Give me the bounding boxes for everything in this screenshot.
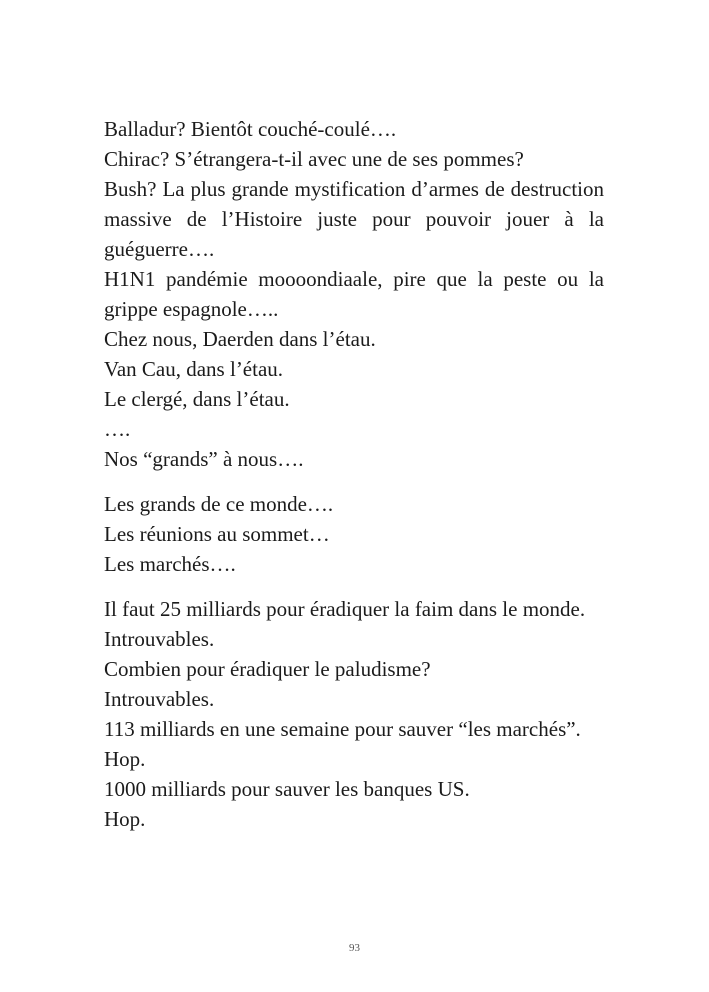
text-line: Chez nous, Daerden dans l’étau. (104, 327, 376, 351)
text-line: Hop. (104, 807, 146, 831)
text-line: Les marchés…. (104, 552, 236, 576)
text-line: Combien pour éradiquer le paludisme? (104, 657, 431, 681)
text-line: Hop. (104, 747, 146, 771)
text-paragraph: H1N1 pandémie moooondiaale, pire que la peste ou la grippe espagnole….. (104, 267, 604, 321)
body-text (104, 114, 604, 834)
text-line: Introuvables. (104, 627, 215, 651)
text-line: …. (104, 417, 131, 441)
text-paragraph: 113 milliards en une semaine pour sauver “les marchés”. (104, 717, 581, 741)
page-number: 93 (349, 942, 360, 954)
text-line: Van Cau, dans l’étau. (104, 357, 284, 381)
text-paragraph: Il faut 25 milliards pour éradiquer la faim dans le monde. (104, 597, 586, 621)
text-line: Le clergé, dans l’étau. (104, 387, 290, 411)
text-line: Nos “grands” à nous…. (104, 447, 304, 471)
text-line: Introuvables. (104, 687, 215, 711)
text-line: Chirac? S’étrangera-t-il avec une de ses pommes? (104, 147, 524, 171)
text-line: Les réunions au sommet… (104, 522, 330, 546)
text-line: 1000 milliards pour sauver les banques US. (104, 777, 470, 801)
text-line: Les grands de ce monde…. (104, 492, 334, 516)
text-paragraph: Bush? La plus grande mystification d’armes de destruction massive de l’Histoire juste pour pouvoir jouer à la guéguerre…. (104, 177, 604, 261)
text-line: Balladur? Bientôt couché-coulé…. (104, 117, 397, 141)
